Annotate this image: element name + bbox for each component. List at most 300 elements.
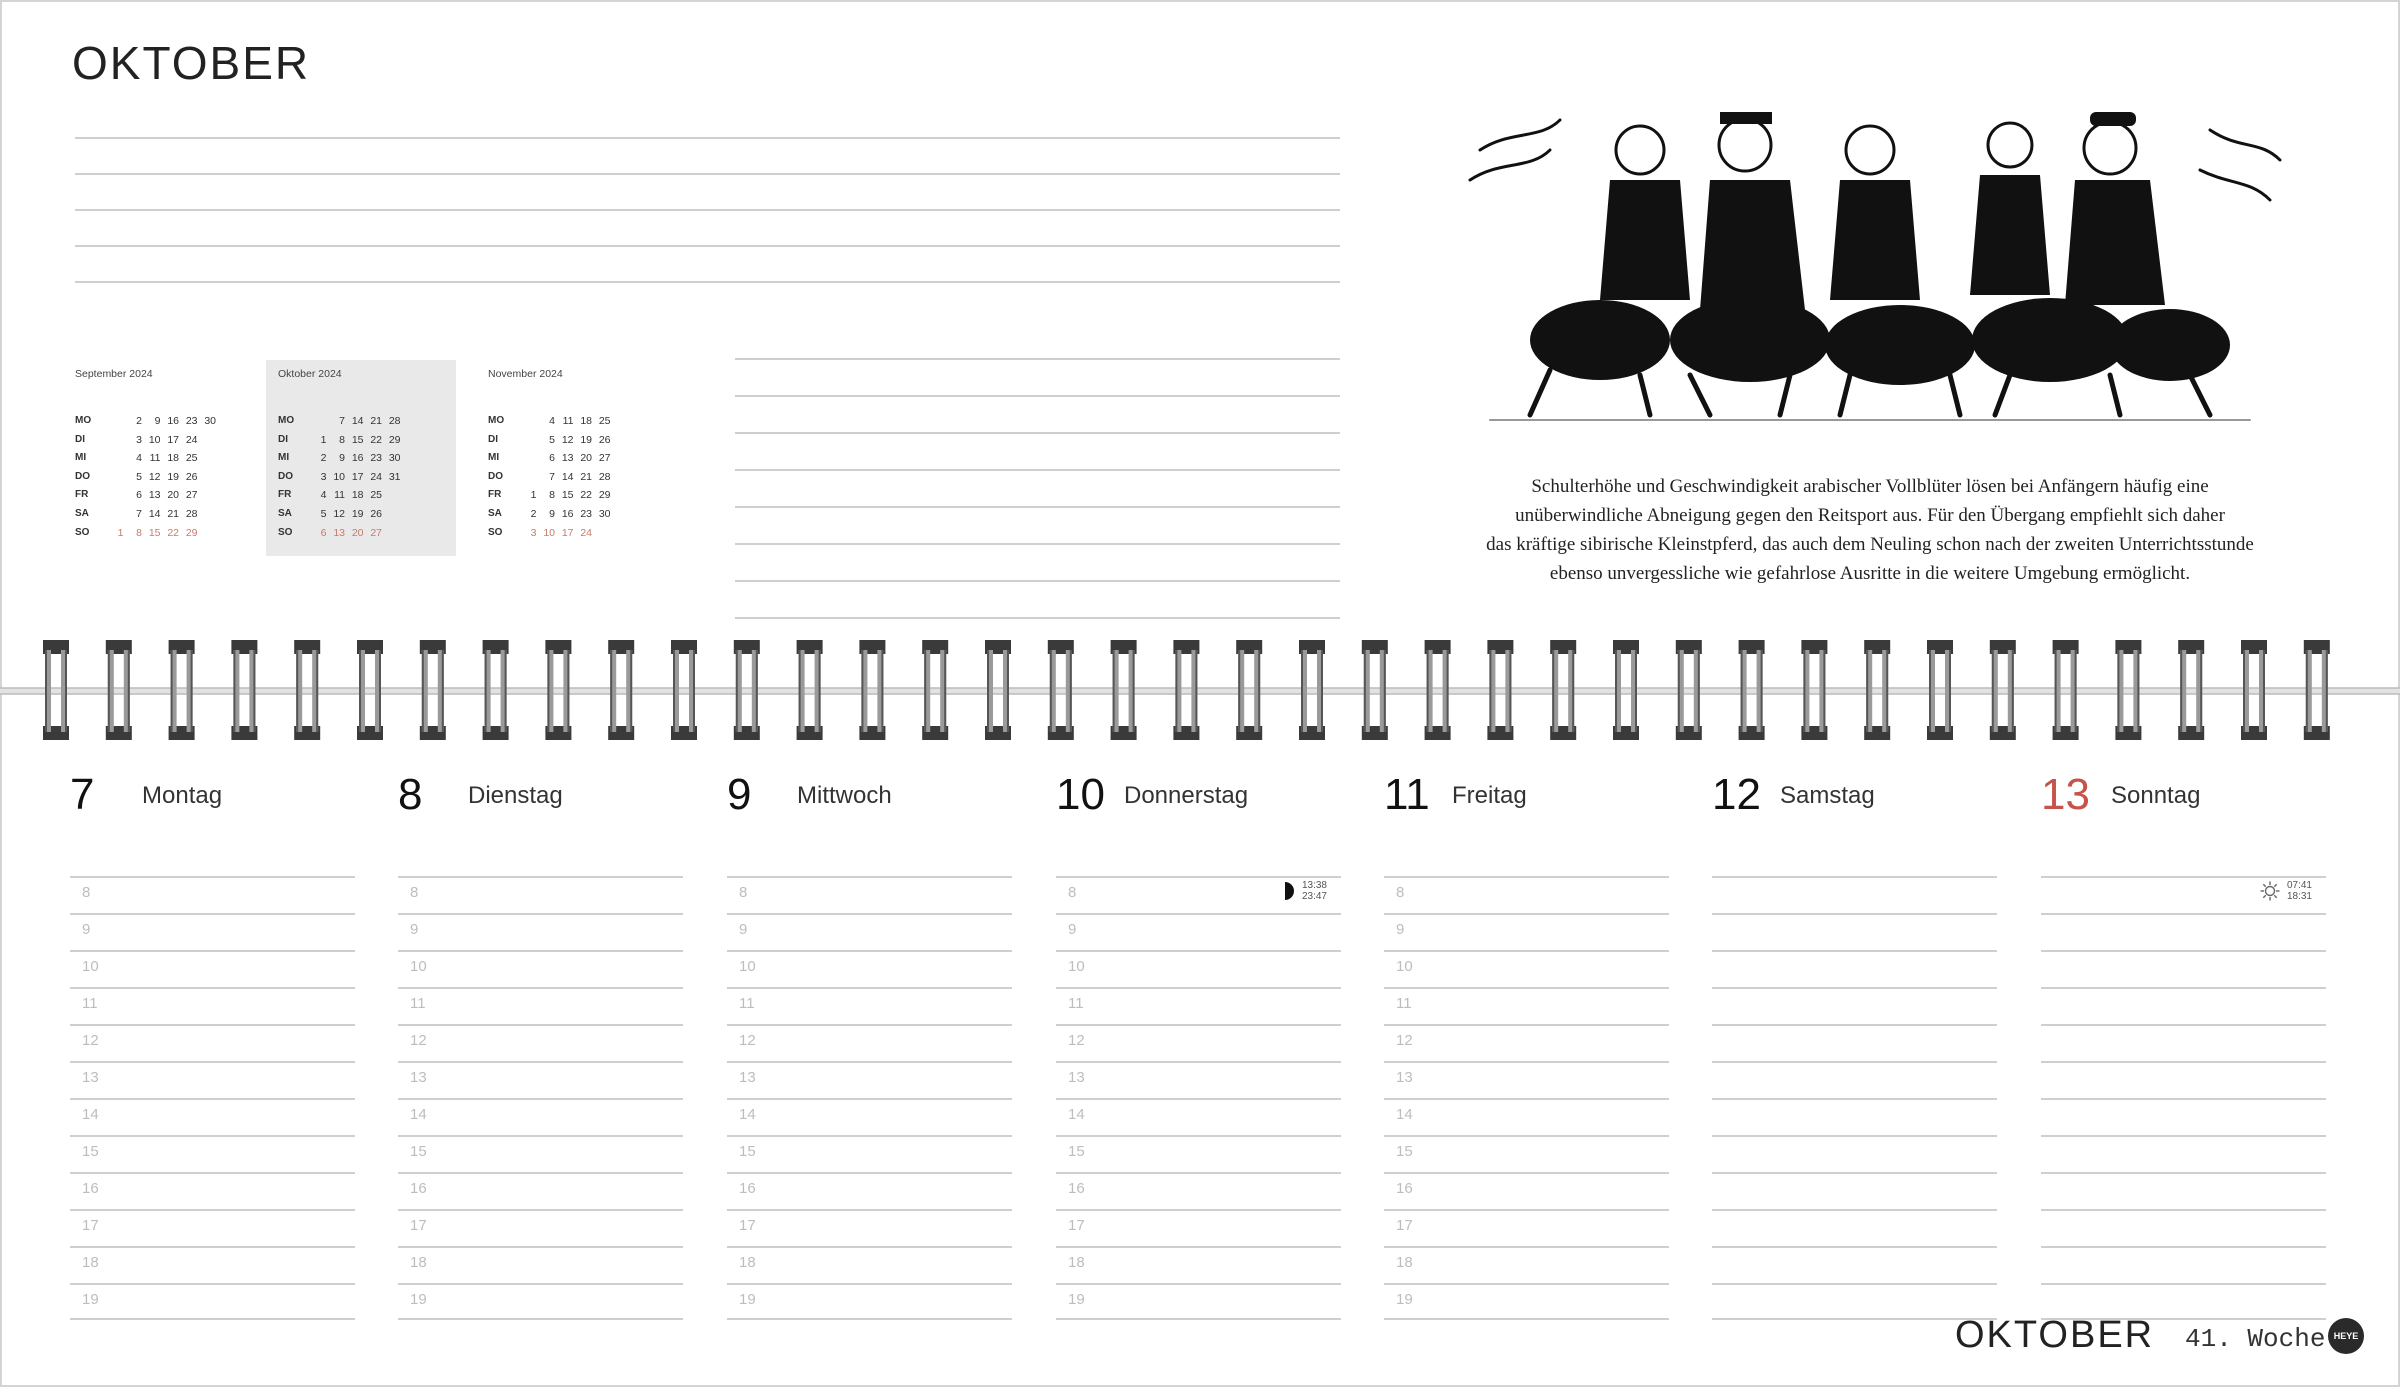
mini-calendar-day: 23	[580, 507, 592, 520]
caption-line: Schulterhöhe und Geschwindigkeit arabischer Vollblüter lösen bei Anfängern häufig eine	[1531, 476, 2209, 497]
mini-calendar-day: 11	[149, 452, 161, 465]
hour-label: 19	[1068, 1291, 1085, 1308]
mini-calendar-day: 12	[561, 433, 574, 446]
hour-slot[interactable]	[70, 1135, 355, 1172]
weekday-abbr: FR	[488, 489, 502, 501]
hour-slot[interactable]	[1712, 1061, 1997, 1098]
hour-slot[interactable]	[1056, 1246, 1341, 1283]
mini-calendar-row	[75, 449, 216, 468]
mini-calendar-title: November 2024	[488, 368, 563, 380]
hour-slot[interactable]	[1056, 1283, 1341, 1320]
mini-calendar-day	[198, 449, 217, 468]
hour-label: 12	[1068, 1032, 1085, 1049]
mini-calendar-day: 17	[167, 433, 179, 446]
hour-slot[interactable]	[727, 1135, 1012, 1172]
hour-slot[interactable]	[2041, 1172, 2326, 1209]
day-column-montag	[70, 770, 355, 1330]
mini-calendar-day: 9	[549, 507, 555, 520]
hour-label: 13	[1068, 1069, 1085, 1086]
hour-label: 9	[410, 921, 419, 938]
weekday-abbr: MO	[75, 415, 92, 426]
hour-label: 18	[739, 1254, 756, 1271]
mini-calendar	[488, 360, 678, 556]
footer-month: OKTOBER	[1955, 1314, 2155, 1356]
note-line[interactable]	[75, 173, 1340, 209]
hour-slot[interactable]	[70, 913, 355, 950]
hour-slot[interactable]	[1056, 1098, 1341, 1135]
hour-slot[interactable]	[1712, 1098, 1997, 1135]
mini-calendar-day: 12	[333, 507, 345, 520]
hour-slot[interactable]	[1056, 1024, 1341, 1061]
hour-slot[interactable]	[1712, 1024, 1997, 1061]
hour-slot[interactable]	[2041, 950, 2326, 987]
mini-calendar-title: Oktober 2024	[278, 368, 342, 380]
mini-calendar-day	[198, 468, 217, 487]
hour-slot[interactable]	[1384, 1061, 1669, 1098]
hour-slot[interactable]	[727, 1061, 1012, 1098]
hour-slot[interactable]	[2041, 1024, 2326, 1061]
hour-slot[interactable]	[1384, 1098, 1669, 1135]
hour-slot[interactable]	[398, 1283, 683, 1320]
illustration-caption	[1440, 472, 2300, 588]
weekday-abbr: MI	[278, 452, 290, 464]
hour-label: 12	[82, 1032, 99, 1049]
hour-slots	[1384, 876, 1669, 1320]
hour-slot[interactable]	[1384, 1209, 1669, 1246]
hour-label: 14	[739, 1106, 756, 1123]
mini-calendar-day: 25	[598, 415, 611, 427]
hour-label: 17	[410, 1217, 427, 1234]
hour-slot[interactable]	[398, 876, 683, 913]
hour-label: 15	[1396, 1143, 1413, 1160]
hour-slots	[727, 876, 1012, 1320]
hour-slot[interactable]	[1712, 876, 1997, 913]
hour-slot[interactable]	[1056, 1061, 1341, 1098]
hour-label: 11	[1068, 995, 1084, 1012]
hour-slot[interactable]	[727, 1209, 1012, 1246]
hour-slot[interactable]	[727, 1172, 1012, 1209]
publisher-logo: HEYE	[2328, 1318, 2364, 1354]
hour-slot[interactable]	[70, 1283, 355, 1320]
mini-calendar-day	[518, 412, 537, 431]
mini-calendar-day: 18	[580, 415, 592, 427]
mini-calendar-day: 13	[561, 452, 574, 465]
hour-label: 13	[82, 1069, 99, 1086]
hour-label: 18	[82, 1254, 99, 1271]
day-number: 13	[2041, 770, 2090, 819]
day-number: 7	[70, 770, 95, 819]
hour-label: 15	[739, 1143, 756, 1160]
mini-calendar-day: 16	[351, 452, 364, 465]
mini-calendar-day	[198, 486, 217, 505]
hour-slots	[1056, 876, 1341, 1320]
mini-calendar-day: 24	[185, 433, 198, 446]
mini-calendar-day: 23	[185, 415, 198, 427]
weekday-abbr: SO	[75, 526, 90, 538]
mini-calendar-day: 24	[580, 526, 592, 539]
mini-calendar-day: 24	[370, 470, 382, 483]
mini-calendar-day	[105, 468, 124, 487]
hour-label: 9	[82, 921, 91, 938]
hour-slot[interactable]	[398, 1098, 683, 1135]
mini-calendar-day	[592, 524, 611, 543]
mini-calendar-day: 5	[549, 433, 555, 446]
hour-label: 16	[410, 1180, 427, 1197]
weekday-abbr: FR	[278, 489, 292, 501]
day-column-donnerstag	[1056, 770, 1341, 1330]
day-number: 9	[727, 770, 752, 819]
sun-icon	[2259, 880, 2281, 902]
weekday-abbr: DI	[75, 433, 85, 445]
astro-info	[1274, 880, 1327, 902]
mini-calendar-day: 30	[388, 452, 401, 465]
weekday-abbr: DO	[75, 470, 90, 482]
hour-label: 16	[739, 1180, 756, 1197]
hour-slot[interactable]	[727, 1246, 1012, 1283]
hour-label: 11	[410, 995, 426, 1012]
hour-slot[interactable]	[1384, 1135, 1669, 1172]
mini-calendar-row	[278, 412, 401, 431]
mini-calendar-title: September 2024	[75, 368, 153, 380]
hour-slot[interactable]	[70, 1209, 355, 1246]
mini-calendar-day: 1	[117, 526, 124, 539]
mini-calendar-day	[105, 505, 124, 524]
mini-calendar-row	[75, 486, 216, 505]
day-number: 11	[1384, 770, 1430, 819]
hour-label: 18	[1068, 1254, 1085, 1271]
note-line[interactable]	[735, 580, 1340, 617]
mini-calendar-day: 14	[561, 470, 574, 483]
weekday-abbr: SO	[488, 526, 503, 538]
moon-first-quarter-icon	[1274, 880, 1296, 902]
week-number: 41. Woche	[2185, 1324, 2326, 1354]
note-line[interactable]	[735, 543, 1340, 580]
mini-calendar-day: 7	[136, 507, 142, 520]
mini-calendar	[266, 360, 456, 556]
hour-label: 16	[82, 1180, 99, 1197]
mini-calendar-day: 22	[167, 526, 179, 539]
mini-calendar-grid	[278, 412, 401, 542]
weekday-abbr: SA	[488, 507, 502, 519]
hour-slot[interactable]	[1384, 913, 1669, 950]
weekday-abbr: DO	[488, 470, 503, 482]
mini-calendar-day: 8	[339, 433, 345, 446]
mini-calendar-day: 16	[167, 415, 179, 427]
mini-calendar-day: 11	[562, 415, 574, 427]
hour-slot[interactable]	[70, 1024, 355, 1061]
day-name: Dienstag	[468, 782, 563, 809]
hour-slot[interactable]	[1056, 987, 1341, 1024]
hour-slot[interactable]	[398, 1209, 683, 1246]
weekday-abbr: MO	[488, 415, 505, 426]
day-column-sonntag	[2041, 770, 2326, 1330]
hour-slot[interactable]	[1712, 987, 1997, 1024]
day-name: Sonntag	[2111, 782, 2201, 809]
weekday-abbr: DI	[488, 433, 498, 445]
hour-label: 13	[1396, 1069, 1413, 1086]
hour-slot[interactable]	[727, 876, 1012, 913]
mini-calendar-day: 10	[543, 526, 555, 539]
hour-label: 15	[1068, 1143, 1085, 1160]
day-number: 8	[398, 770, 423, 819]
mini-calendar-day	[382, 486, 401, 505]
hour-label: 9	[1068, 921, 1077, 938]
note-line[interactable]	[735, 432, 1340, 469]
mini-calendar-day: 27	[185, 489, 198, 502]
mini-calendar-day: 30	[204, 415, 216, 427]
mini-calendar-day: 18	[167, 452, 179, 465]
note-line[interactable]	[735, 395, 1340, 432]
note-line[interactable]	[75, 209, 1340, 245]
mini-calendar-day: 4	[136, 452, 142, 465]
mini-calendar-row	[278, 431, 401, 450]
hour-slot[interactable]	[70, 1061, 355, 1098]
riders-illustration	[1450, 90, 2290, 450]
hour-label: 19	[1396, 1291, 1413, 1308]
hour-label: 14	[410, 1106, 427, 1123]
mini-calendar-day: 5	[320, 507, 327, 520]
hour-slot[interactable]	[70, 1172, 355, 1209]
mini-calendar-day: 7	[549, 470, 555, 483]
astro-times	[1302, 880, 1327, 902]
hour-label: 14	[1068, 1106, 1085, 1123]
mini-calendar-day	[382, 524, 401, 543]
hour-slot[interactable]	[1384, 950, 1669, 987]
mini-calendar-row	[488, 505, 611, 524]
hour-slot[interactable]	[1056, 1135, 1341, 1172]
day-name: Mittwoch	[797, 782, 892, 809]
hour-slot[interactable]	[1056, 950, 1341, 987]
hour-slots	[2041, 876, 2326, 1320]
hour-label: 11	[82, 995, 98, 1012]
weekday-abbr: MO	[278, 415, 295, 426]
mini-calendar-day: 21	[370, 415, 382, 427]
mini-calendar-day: 11	[334, 489, 345, 502]
day-name: Donnerstag	[1124, 782, 1249, 809]
mini-calendar-day: 29	[598, 489, 611, 502]
day-column-mittwoch	[727, 770, 1012, 1330]
hour-slots	[398, 876, 683, 1320]
note-line[interactable]	[735, 506, 1340, 543]
note-line[interactable]	[75, 245, 1340, 281]
mini-calendar-day: 22	[580, 489, 592, 502]
hour-slot[interactable]	[1056, 913, 1341, 950]
hour-slot[interactable]	[1712, 1135, 1997, 1172]
hour-slot[interactable]	[727, 1283, 1012, 1320]
hour-slot[interactable]	[1712, 950, 1997, 987]
mini-calendar-day: 1	[320, 433, 327, 446]
mini-calendar-row	[278, 505, 401, 524]
mini-calendar-row	[278, 468, 401, 487]
hour-slot[interactable]	[398, 1024, 683, 1061]
caption-line: das kräftige sibirische Kleinstpferd, das auch dem Neuling schon nach der zweiten Unterrichtsstunde	[1486, 534, 2254, 555]
hour-slot[interactable]	[1384, 1246, 1669, 1283]
hour-label: 11	[739, 995, 755, 1012]
caption-line: unüberwindliche Abneigung gegen den Reitsport aus. Für den Übergang empfiehlt sich daher	[1515, 505, 2225, 526]
hour-slot[interactable]	[70, 987, 355, 1024]
hour-label: 8	[739, 884, 748, 901]
mini-calendar-day: 23	[370, 452, 382, 465]
mini-calendar-day: 26	[598, 433, 611, 446]
day-number: 12	[1712, 770, 1761, 819]
hour-label: 10	[82, 958, 99, 975]
weekday-abbr: MI	[488, 452, 500, 464]
hour-label: 15	[410, 1143, 427, 1160]
hour-label: 11	[1396, 995, 1412, 1012]
mini-calendar-day: 30	[598, 507, 611, 520]
hour-slot[interactable]	[2041, 876, 2326, 913]
mini-calendar-day: 19	[580, 433, 592, 446]
hour-slot[interactable]	[398, 987, 683, 1024]
mini-calendar-row	[75, 505, 216, 524]
hour-slot[interactable]	[398, 950, 683, 987]
weekday-abbr: SA	[278, 507, 292, 519]
hour-slot[interactable]	[1712, 1209, 1997, 1246]
hour-slot[interactable]	[727, 913, 1012, 950]
hour-slot[interactable]	[2041, 1135, 2326, 1172]
hour-label: 8	[82, 884, 91, 901]
mini-calendar-day: 6	[320, 526, 327, 539]
hour-slot[interactable]	[2041, 1061, 2326, 1098]
mini-calendar-day: 9	[339, 452, 345, 465]
mini-calendar-day	[105, 449, 124, 468]
hour-slot[interactable]	[1384, 876, 1669, 913]
mini-calendar-day: 29	[388, 433, 401, 446]
weekday-abbr: DO	[278, 470, 293, 482]
hour-label: 12	[1396, 1032, 1413, 1049]
hour-slot[interactable]	[1056, 1209, 1341, 1246]
hour-slot[interactable]	[727, 1098, 1012, 1135]
mini-calendar-day: 2	[530, 507, 537, 520]
mini-calendar-day: 28	[388, 415, 401, 427]
mini-calendar-day: 8	[136, 526, 142, 539]
hour-slot[interactable]	[398, 1061, 683, 1098]
hour-slot[interactable]	[1056, 876, 1341, 913]
mini-calendar-day	[198, 505, 217, 524]
mini-calendar-day: 17	[351, 470, 364, 483]
day-name: Freitag	[1452, 782, 1527, 809]
mini-calendar-day	[382, 505, 401, 524]
mini-calendar-day: 1	[530, 489, 537, 502]
mini-calendar-day: 7	[339, 415, 345, 427]
hour-slot[interactable]	[2041, 987, 2326, 1024]
mini-calendar-day: 29	[185, 526, 198, 539]
hour-label: 10	[1396, 958, 1413, 975]
mini-calendar-grid	[488, 412, 611, 542]
mini-calendar-row	[75, 431, 216, 450]
hour-slots	[70, 876, 355, 1320]
hour-label: 14	[1396, 1106, 1413, 1123]
mini-calendar-day	[105, 486, 124, 505]
hour-slot[interactable]	[398, 1135, 683, 1172]
hour-slot[interactable]	[1712, 1246, 1997, 1283]
mini-calendar-day: 26	[370, 507, 382, 520]
note-line[interactable]	[735, 469, 1340, 506]
mini-calendar-day	[308, 412, 327, 431]
hour-label: 17	[739, 1217, 756, 1234]
day-column-freitag	[1384, 770, 1669, 1330]
mini-calendar-day: 2	[136, 415, 142, 427]
hour-slot[interactable]	[398, 1246, 683, 1283]
hour-slot[interactable]	[727, 950, 1012, 987]
mini-calendar-day: 20	[351, 526, 364, 539]
hour-slot[interactable]	[70, 950, 355, 987]
mini-calendar-grid	[75, 412, 216, 542]
astro-info	[2259, 880, 2312, 902]
weekday-abbr: SO	[278, 526, 293, 538]
hour-slot[interactable]	[1384, 1024, 1669, 1061]
mini-calendar-day: 15	[561, 489, 574, 502]
hour-label: 13	[739, 1069, 756, 1086]
hour-label: 19	[739, 1291, 756, 1308]
hour-slot[interactable]	[2041, 1209, 2326, 1246]
mini-calendar-day: 19	[351, 507, 364, 520]
hour-slot[interactable]	[1712, 913, 1997, 950]
note-line[interactable]	[735, 358, 1340, 395]
hour-label: 17	[82, 1217, 99, 1234]
mini-calendar-day: 3	[136, 433, 142, 446]
mini-calendar-day: 12	[148, 470, 161, 483]
hour-slot[interactable]	[2041, 1246, 2326, 1283]
day-column-dienstag	[398, 770, 683, 1330]
mini-calendar-row	[488, 524, 611, 543]
hour-label: 8	[1068, 884, 1077, 901]
mini-calendar-day: 6	[549, 452, 555, 465]
hour-slot[interactable]	[1056, 1172, 1341, 1209]
note-line[interactable]	[75, 137, 1340, 173]
hour-slot[interactable]	[70, 876, 355, 913]
hour-label: 8	[410, 884, 419, 901]
hour-slot[interactable]	[1712, 1172, 1997, 1209]
mini-calendar-row	[75, 524, 216, 543]
mini-calendar-row	[488, 486, 611, 505]
hour-slot[interactable]	[727, 1024, 1012, 1061]
mini-calendar-day: 27	[598, 452, 611, 465]
weekday-abbr: FR	[75, 489, 89, 501]
hour-label: 10	[1068, 958, 1085, 975]
mini-calendar-day: 13	[333, 526, 345, 539]
hour-label: 19	[82, 1291, 99, 1308]
hour-slot[interactable]	[1384, 1172, 1669, 1209]
hour-slot[interactable]	[398, 1172, 683, 1209]
hour-slot[interactable]	[2041, 913, 2326, 950]
hour-label: 16	[1396, 1180, 1413, 1197]
hour-slot[interactable]	[2041, 1098, 2326, 1135]
hour-label: 14	[82, 1106, 99, 1123]
caption-line: ebenso unvergessliche wie gefahrlose Ausritte in die weitere Umgebung ermöglicht.	[1549, 563, 2191, 584]
hour-slot[interactable]	[727, 987, 1012, 1024]
spiral-binding	[0, 630, 2400, 750]
day-column-samstag	[1712, 770, 1997, 1330]
hour-slot[interactable]	[70, 1098, 355, 1135]
mini-calendar-day: 31	[388, 470, 401, 483]
note-line[interactable]	[75, 281, 1340, 317]
mini-calendar-day: 18	[351, 489, 364, 502]
mini-calendar-day	[105, 412, 124, 431]
hour-slot[interactable]	[1384, 987, 1669, 1024]
mini-calendar-day	[518, 468, 537, 487]
hour-slot[interactable]	[70, 1246, 355, 1283]
mini-calendar-day: 16	[561, 507, 574, 520]
hour-label: 10	[739, 958, 756, 975]
astro-time: 23:47	[1301, 891, 1327, 902]
mini-calendar-day: 14	[351, 415, 364, 427]
mini-calendar-row	[75, 468, 216, 487]
mini-calendar-day: 15	[148, 526, 161, 539]
hour-label: 9	[1396, 921, 1405, 938]
hour-slot[interactable]	[1384, 1283, 1669, 1320]
hour-slot[interactable]	[398, 913, 683, 950]
